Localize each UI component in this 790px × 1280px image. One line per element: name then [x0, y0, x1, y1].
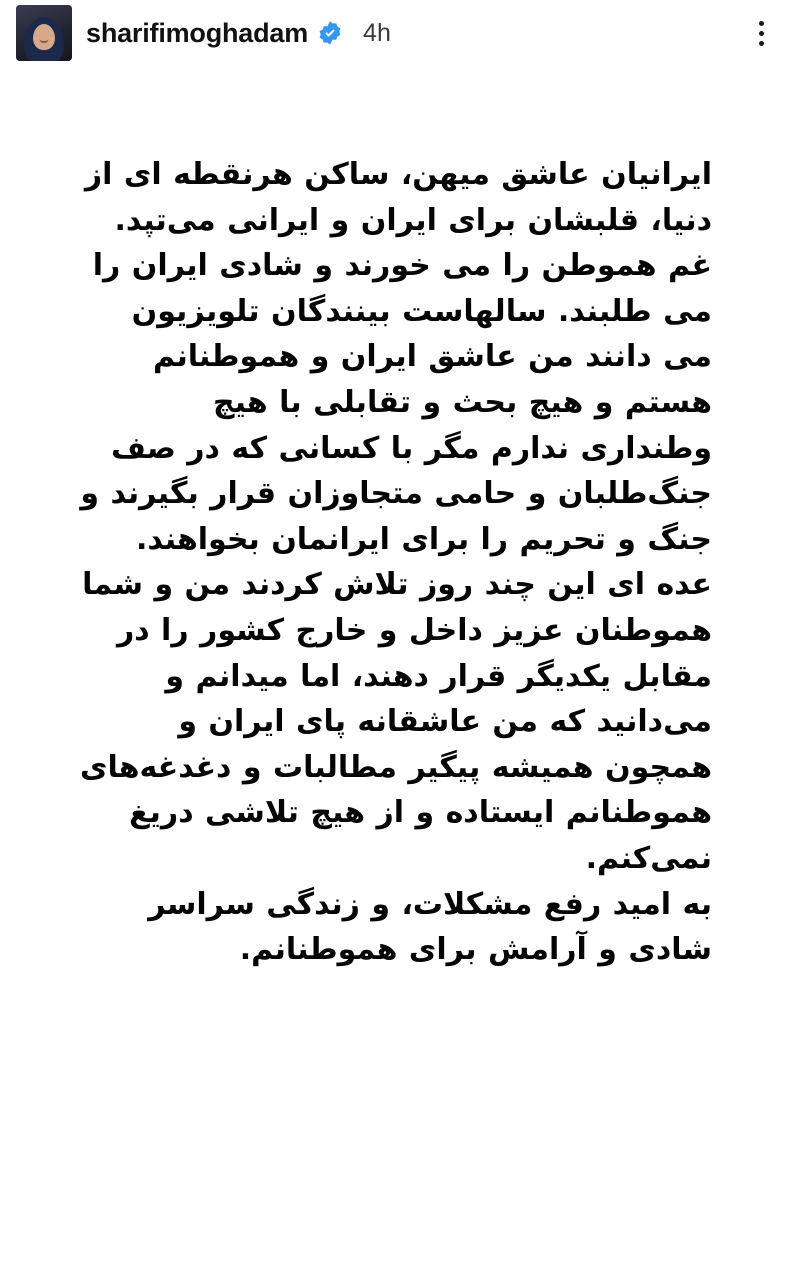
story-header [0, 0, 790, 66]
more-dot [759, 31, 764, 36]
avatar-face-shape [33, 24, 55, 50]
more-options-icon[interactable] [746, 13, 776, 53]
content-bottom-spacer [78, 973, 712, 1123]
story-paragraph-4: به امید رفع مشکلات، و زندگی سراسر شادی و آرامش برای هموطنانم. [136, 886, 712, 968]
story-content [0, 66, 790, 1280]
story-paragraph-1: ایرانیان عاشق میهن، ساکن هرنقطه ای از دنیا، قلبشان برای ایران و ایرانی می‌تپد. [73, 157, 712, 238]
more-dot [759, 21, 764, 26]
story-timestamp: 4h [363, 18, 391, 47]
verified-badge-icon [317, 20, 343, 46]
account-username[interactable]: sharifimoghadam [86, 17, 309, 48]
story-paragraph-3: عده ای این چند روز تلاش کردند من و شما هموطنان عزیز داخل و خارج کشور را در مقابل یکدیگر قرار دهند، اما میدانم و می‌دانید که من عاشقانه پای ایران و همچون همیشه پیگیر مطالبات و دغدغه‌های هموطنانم ایستاده و از هیچ تلاشی دریغ نمی‌کنم. [68, 567, 712, 876]
more-dot [759, 41, 764, 46]
story-paragraph-2: غم هموطن را می خورند و شادی ایران را می طلبند. سالهاست بینندگان تلویزیون می دانند من عاشق ایران و هموطنانم هستم و هیچ بحث و تقابلی با هیچ وطنداری ندارم مگر با کسانی که در صف جنگ‌طلبان و حامی متجاوزان قرار بگیرند و جنگ و تحریم را برای ایرانمان بخواهند. [68, 248, 712, 557]
avatar[interactable] [16, 5, 72, 61]
